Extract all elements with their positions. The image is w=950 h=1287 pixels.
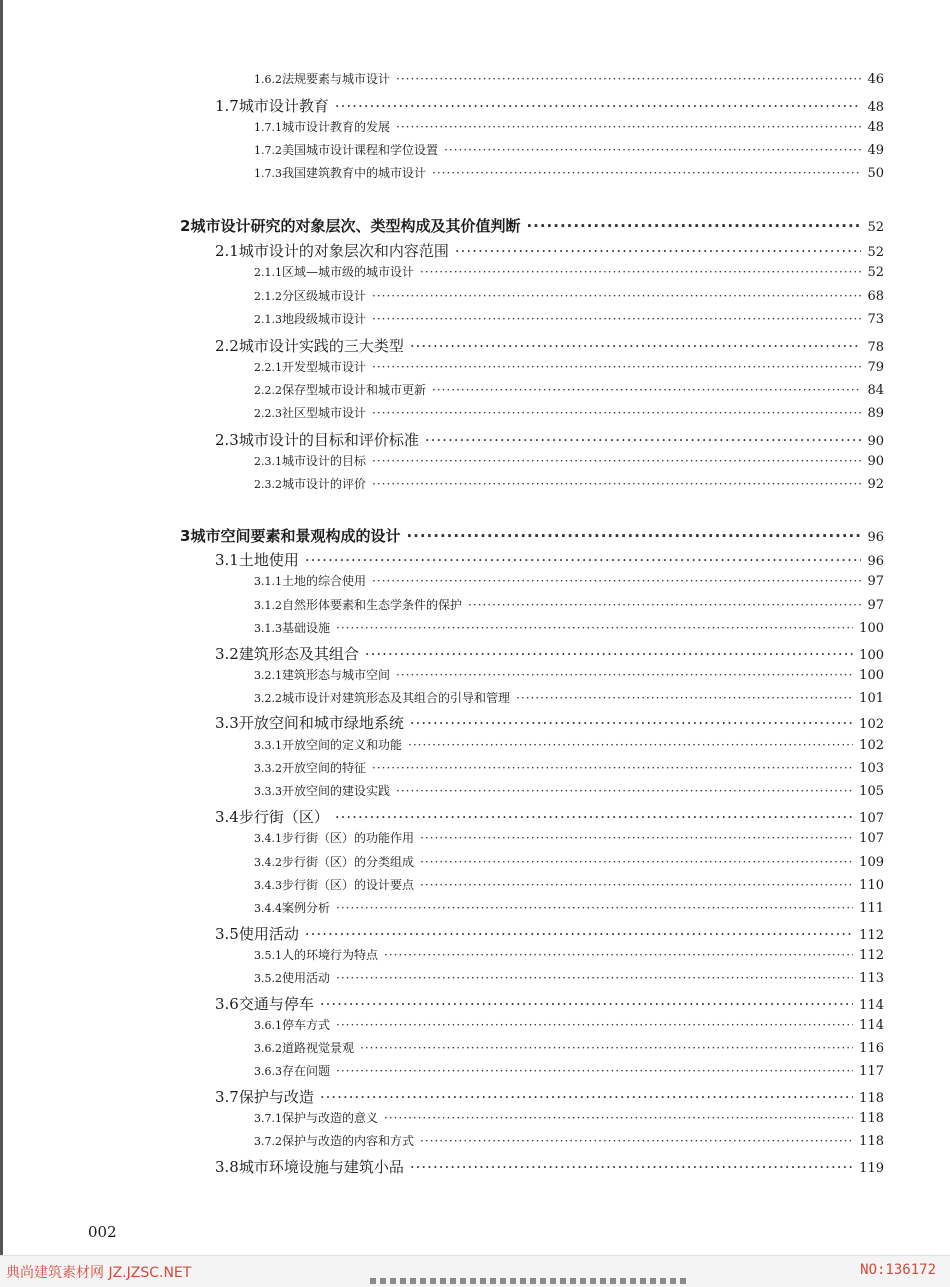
toc-entry-number: 1.7 [215,97,239,115]
toc-entry-title: 城市设计的目标和评价标准 [238,431,419,449]
toc-entry-page: 97 [867,574,884,589]
toc-entry-title: 开放空间和城市绿地系统 [238,714,404,732]
toc-entry [0,263,884,280]
dot-leader [360,1041,853,1055]
toc-entry-number: 3.1.2 [254,599,282,612]
toc-entry-title: 保护与改造的意义 [282,1111,379,1125]
toc-entry-number: 3.7.2 [254,1135,282,1148]
toc-entry-number: 2.2.2 [254,384,282,397]
toc-entry-title: 城市设计对建筑形态及其组合的引导和管理 [282,691,511,705]
toc-entry-number: 1.7.1 [254,121,282,134]
toc-entry-page: 118 [859,1091,884,1106]
toc-entry [0,876,884,893]
toc-entry-title: 停车方式 [282,1018,331,1032]
toc-entry-page: 78 [867,340,884,355]
dot-leader [425,431,862,449]
dot-leader [408,738,853,752]
toc-entry [0,118,884,135]
dot-leader [336,1018,853,1032]
dot-leader [305,925,853,943]
toc-entry-number: 3.6 [215,995,239,1013]
toc-entry-title: 使用活动 [282,971,331,985]
toc-entry [0,806,884,827]
dot-leader [372,477,861,491]
toc-entry-page: 84 [867,383,884,398]
toc-entry-number: 3.2.2 [254,692,282,705]
toc-entry-title: 步行街（区）的分类组成 [282,855,415,869]
toc-entry-page: 90 [867,434,884,449]
watermark-id: NO:136172 [860,1262,936,1278]
dot-leader [455,242,862,260]
toc-entry-number: 3.2 [215,645,239,663]
toc-entry-number: 2 [180,217,191,235]
dot-leader [516,691,853,705]
toc-entry [0,1109,884,1126]
toc-entry [0,643,884,664]
toc-entry [0,619,884,636]
toc-entry-number: 3.5.2 [254,972,282,985]
dot-leader [336,901,853,915]
toc-entry-title: 法规要素与城市设计 [282,72,391,86]
toc-entry-page: 100 [859,648,884,663]
dot-leader [410,337,862,355]
toc-entry-title: 土地的综合使用 [282,574,367,588]
toc-entry-number: 2.3 [215,431,239,449]
toc-entry [0,1086,884,1107]
toc-entry [0,310,884,327]
toc-entry-title: 开放空间的建设实践 [282,784,391,798]
toc-entry [0,335,884,356]
toc-entry [0,164,884,181]
toc-entry-title: 城市设计的对象层次和内容范围 [238,242,449,260]
toc-entry-number: 1.6.2 [254,73,282,86]
toc-entry [0,596,884,613]
toc-entry-number: 3.3.2 [254,762,282,775]
dot-leader [420,831,853,845]
toc-entry-number: 3.1.1 [254,575,282,588]
dot-leader [320,995,853,1013]
dot-leader [384,948,853,962]
toc-entry-page: 96 [867,554,884,569]
toc-entry-number: 3.5.1 [254,949,282,962]
dot-leader [335,808,853,826]
toc-entry-title: 自然形体要素和生态学条件的保护 [282,598,463,612]
dot-leader [305,551,862,569]
toc-entry-title: 道路视觉景观 [282,1041,355,1055]
dot-leader [420,878,853,892]
toc-entry-number: 3.2.1 [254,669,282,682]
dot-leader [320,1088,853,1106]
toc-entry-page: 101 [859,691,884,706]
toc-entry [0,404,884,421]
toc-entry-number: 3.3.3 [254,785,282,798]
dot-leader [410,714,853,732]
toc-entry-number: 1.7.3 [254,167,282,180]
toc-entry [0,95,884,116]
toc-entry-title: 城市设计的评价 [282,477,367,491]
toc-entry-title: 社区型城市设计 [282,406,367,420]
toc-entry [0,70,884,87]
toc-entry-page: 114 [859,1018,884,1033]
toc-entry-page: 73 [867,312,884,327]
toc-entry-page: 111 [859,901,884,916]
toc-entry-page: 116 [859,1041,884,1056]
toc-entry-title: 人的环境行为特点 [282,948,379,962]
toc-entry [0,572,884,589]
dot-leader [372,574,861,588]
toc-entry-number: 3.6.2 [254,1042,282,1055]
dot-leader [444,143,861,157]
dot-leader [396,668,853,682]
toc-entry [0,1016,884,1033]
toc-entry-page: 102 [859,738,884,753]
toc-entry-title: 步行街（区） [238,808,329,826]
dot-leader [372,289,861,303]
dot-leader [432,383,861,397]
toc-entry [0,829,884,846]
toc-entry-page: 118 [859,1111,884,1126]
toc-entry-title: 保护与改造 [238,1088,314,1106]
toc-entry-page: 109 [859,855,884,870]
toc-entry-title: 城市设计教育的发展 [282,120,391,134]
dot-leader [336,621,853,635]
dot-leader [420,265,861,279]
toc-entry-number: 2.2.1 [254,361,282,374]
toc-entry-title: 地段级城市设计 [282,312,367,326]
toc-entry-title: 城市设计的目标 [282,454,367,468]
toc-entry-title: 城市环境设施与建筑小品 [238,1158,404,1176]
toc-entry [0,993,884,1014]
toc-entry-title: 城市空间要素和景观构成的设计 [190,527,401,545]
toc-entry-page: 103 [859,761,884,776]
toc-entry [0,1062,884,1079]
toc-entry-number: 3.4.1 [254,832,282,845]
toc-entry-number: 2.2.3 [254,407,282,420]
toc-entry-page: 119 [859,1161,884,1176]
toc-entry-title: 城市设计教育 [238,97,329,115]
toc-entry-page: 48 [867,100,884,115]
dot-leader [468,598,861,612]
toc-entry-number: 3.6.3 [254,1065,282,1078]
toc-entry [0,946,884,963]
toc-entry-page: 118 [859,1134,884,1149]
toc-entry-page: 107 [859,811,884,826]
dot-leader [365,645,853,663]
toc-entry-number: 3.3 [215,714,239,732]
toc-entry-title: 城市设计实践的三大类型 [238,337,404,355]
toc-entry-number: 3.8 [215,1158,239,1176]
toc-entry [0,666,884,683]
toc-entry-page: 46 [867,72,884,87]
toc-entry-page: 112 [859,948,884,963]
toc-entry-number: 2.1.3 [254,313,282,326]
toc-entry [0,358,884,375]
toc-entry-page: 100 [859,621,884,636]
toc-entry [0,215,884,236]
toc-entry-title: 美国城市设计课程和学位设置 [282,143,439,157]
page-number: 002 [88,1223,117,1241]
toc-entry-page: 110 [859,878,884,893]
dot-leader [396,72,861,86]
dot-leader [384,1111,853,1125]
toc-entry-page: 52 [867,245,884,260]
dot-leader [336,971,853,985]
dot-leader [420,855,853,869]
toc-entry-page: 92 [867,477,884,492]
toc-entry [0,429,884,450]
toc-entry-title: 开放空间的定义和功能 [282,738,403,752]
toc-entry-page: 113 [859,971,884,986]
toc-entry [0,1132,884,1149]
toc-entry-page: 97 [867,598,884,613]
toc-entry-number: 3.7.1 [254,1112,282,1125]
toc-entry-page: 112 [859,928,884,943]
toc-entry [0,899,884,916]
dot-leader [406,527,861,545]
toc-entry-title: 基础设施 [282,621,331,635]
toc-entry-title: 交通与停车 [238,995,314,1013]
toc-entry [0,782,884,799]
dot-leader [372,312,861,326]
toc-entry-number: 2.1 [215,242,239,260]
dot-leader [336,1064,853,1078]
toc-entry-page: 52 [867,220,884,235]
dot-leader [396,784,853,798]
dot-leader [526,217,861,235]
toc-entry-title: 土地使用 [238,551,299,569]
toc-entry-page: 79 [867,360,884,375]
dot-leader [335,97,862,115]
toc-entry-title: 使用活动 [238,925,299,943]
toc-entry-page: 90 [867,454,884,469]
toc-entry-page: 102 [859,717,884,732]
toc-entry-title: 建筑形态及其组合 [238,645,359,663]
toc-entry [0,240,884,261]
toc-entry [0,475,884,492]
toc-entry-page: 50 [867,166,884,181]
toc-entry [0,736,884,753]
toc-entry-number: 3 [180,527,191,545]
toc-entry-page: 49 [867,143,884,158]
toc-entry-number: 3.4 [215,808,239,826]
toc-entry-number: 3.6.1 [254,1019,282,1032]
toc-entry-title: 建筑形态与城市空间 [282,668,391,682]
toc-entry-number: 3.4.2 [254,856,282,869]
dot-leader [372,360,861,374]
toc-entry-title: 分区级城市设计 [282,289,367,303]
toc-entry-title: 城市设计研究的对象层次、类型构成及其价值判断 [190,217,521,235]
toc-entry [0,759,884,776]
toc-entry-page: 68 [867,289,884,304]
toc-entry-title: 开放空间的特征 [282,761,367,775]
toc-entry-title: 保存型城市设计和城市更新 [282,383,427,397]
toc-entry [0,689,884,706]
toc-entry-page: 107 [859,831,884,846]
toc-entry-number: 3.3.1 [254,739,282,752]
dot-leader [396,120,861,134]
toc-entry-number: 1.7.2 [254,144,282,157]
toc-entry-number: 2.3.2 [254,478,282,491]
toc-entry-number: 3.4.4 [254,902,282,915]
toc-entry-title: 步行街（区）的设计要点 [282,878,415,892]
toc-entry-title: 案例分析 [282,901,331,915]
dot-leader [372,406,861,420]
toc-entry-page: 117 [859,1064,884,1079]
dot-leader [420,1134,853,1148]
toc-entry-number: 3.7 [215,1088,239,1106]
toc-entry [0,853,884,870]
toc-entry-number: 2.2 [215,337,239,355]
toc-entry [0,923,884,944]
toc-entry-page: 48 [867,120,884,135]
dot-leader [410,1158,853,1176]
toc-entry-number: 3.5 [215,925,239,943]
toc-entry-number: 2.1.1 [254,266,282,279]
toc-entry-page: 114 [859,998,884,1013]
toc-entry [0,969,884,986]
scan-artifact [370,1278,690,1284]
toc-entry-title: 开发型城市设计 [282,360,367,374]
toc-entry-title: 区域—城市级的城市设计 [282,265,415,279]
toc-entry-number: 3.4.3 [254,879,282,892]
toc-entry-number: 2.3.1 [254,455,282,468]
toc-entry [0,1039,884,1056]
toc-entry-number: 3.1 [215,551,239,569]
toc-entry-title: 存在问题 [282,1064,331,1078]
toc-entry [0,287,884,304]
toc-entry [0,525,884,546]
watermark-site: 典尚建筑素材网 JZ.JZSC.NET [6,1265,192,1281]
dot-leader [372,761,853,775]
toc-entry-number: 3.1.3 [254,622,282,635]
toc-entry-page: 89 [867,406,884,421]
toc-entry-page: 52 [867,265,884,280]
toc-entry [0,381,884,398]
toc-entry [0,712,884,733]
toc-entry-title: 步行街（区）的功能作用 [282,831,415,845]
toc-entry-page: 105 [859,784,884,799]
toc-entry-page: 100 [859,668,884,683]
toc-entry [0,549,884,570]
toc-entry-title: 我国建筑教育中的城市设计 [282,166,427,180]
toc-entry-page: 96 [867,530,884,545]
dot-leader [372,454,861,468]
toc-entry [0,141,884,158]
dot-leader [432,166,861,180]
toc-entry [0,1156,884,1177]
toc-entry-number: 2.1.2 [254,290,282,303]
toc-entry [0,452,884,469]
toc-entry-title: 保护与改造的内容和方式 [282,1134,415,1148]
